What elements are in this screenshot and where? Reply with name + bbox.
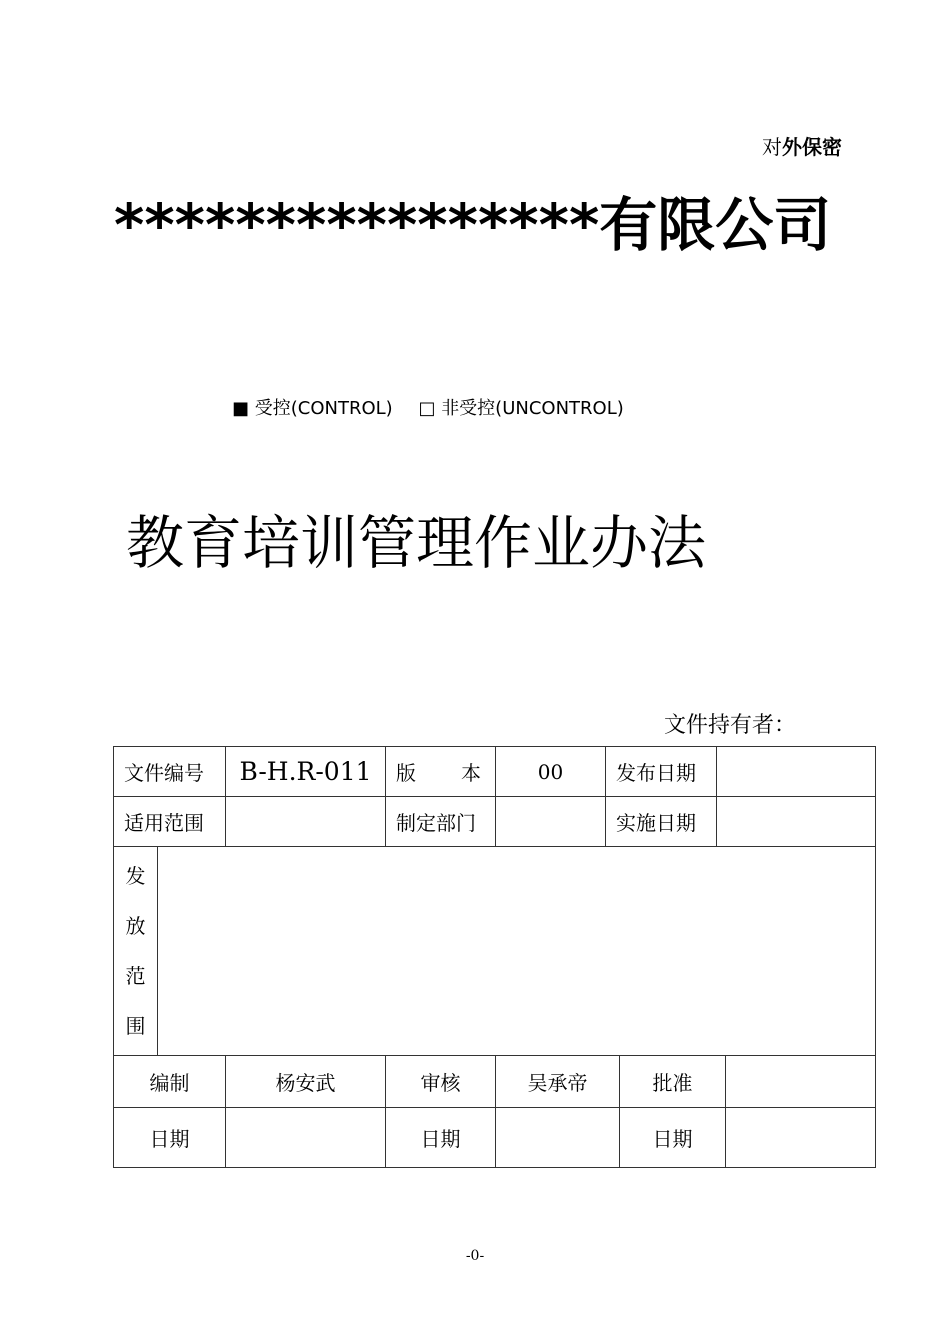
control-status — [232, 394, 624, 420]
version-value: 00 — [496, 747, 606, 797]
impl-date-value — [717, 797, 876, 847]
date-label-2: 日期 — [386, 1108, 496, 1168]
document-title: 教育培训管理作业办法 — [126, 509, 707, 577]
date-value-2 — [496, 1108, 620, 1168]
doc-no-label: 文件编号 — [114, 747, 226, 797]
version-label: 版 本 — [386, 747, 496, 797]
distribution-label: 发 放 范 围 — [114, 847, 158, 1056]
table-row — [114, 847, 876, 1056]
date-label-1: 日期 — [114, 1108, 226, 1168]
approved-label: 批准 — [620, 1056, 726, 1108]
date-value-3 — [726, 1108, 876, 1168]
dept-value — [496, 797, 606, 847]
prepared-value: 杨安武 — [226, 1056, 386, 1108]
uncontrolled-checkbox[interactable]: □ — [418, 398, 436, 419]
page-number: -0- — [465, 1248, 485, 1264]
document-info-table — [113, 746, 876, 1168]
controlled-checkbox[interactable]: ■ — [232, 398, 250, 419]
dept-label: 制定部门 — [386, 797, 496, 847]
date-label-3: 日期 — [620, 1108, 726, 1168]
reviewed-value: 吴承帝 — [496, 1056, 620, 1108]
reviewed-label: 审核 — [386, 1056, 496, 1108]
uncontrolled-label: 非受控(UNCONTROL) — [441, 398, 624, 419]
confidentiality-mark — [762, 131, 842, 160]
distribution-value — [158, 847, 876, 1056]
controlled-label: 受控(CONTROL) — [254, 398, 393, 419]
table-row — [114, 797, 876, 847]
table-row — [114, 1108, 876, 1168]
scope-value — [226, 797, 386, 847]
prepared-label: 编制 — [114, 1056, 226, 1108]
doc-no-value: B-H.R-011 — [226, 747, 386, 797]
table-row — [114, 1056, 876, 1108]
table-row — [114, 747, 876, 797]
confidential-prefix: 对 — [762, 135, 782, 159]
publish-date-label: 发布日期 — [606, 747, 717, 797]
company-name: ****************有限公司 — [114, 191, 832, 259]
date-value-1 — [226, 1108, 386, 1168]
publish-date-value — [717, 747, 876, 797]
document-holder-label: 文件持有者： — [664, 713, 797, 738]
approved-value — [726, 1056, 876, 1108]
impl-date-label: 实施日期 — [606, 797, 717, 847]
confidential-bold: 外保密 — [782, 135, 842, 159]
scope-label: 适用范围 — [114, 797, 226, 847]
